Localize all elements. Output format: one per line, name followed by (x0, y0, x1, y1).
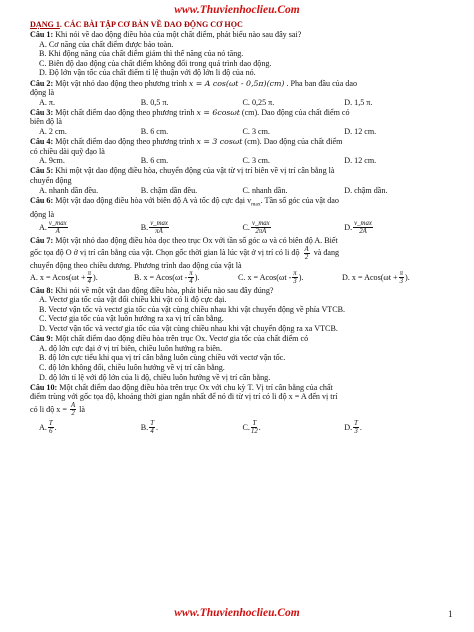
q8-option-b: B. Vectơ vận tốc và vectơ gia tốc của vật cùng chiều nhau khi vật chuyển động về phía VTCB. (39, 304, 346, 314)
question-3 (30, 108, 446, 118)
q2-formula: x = A cos(ωt - 0,5π)(cm) (188, 78, 285, 88)
q3-option-b: B. 6 cm. (140, 127, 169, 137)
q10-a-den: 6 (49, 427, 53, 435)
q4-option-d: D. 12 cm. (344, 156, 377, 166)
q6-option-c (243, 220, 345, 235)
q1-option-b: B. Khi động năng của chất điểm giảm thì thế năng của nó tăng. (39, 49, 244, 59)
q3-formula: x = 6cosωt (196, 107, 240, 117)
question-1 (30, 30, 446, 40)
q7-b-text: B. x = Acos(ωt - (134, 272, 188, 282)
q7-f-num: A (304, 245, 309, 253)
q4-text2: (cm). Dao động của chất điểm (244, 137, 343, 147)
q9-option-c: C. độ lớn không đổi, chiều luôn hướng về vị trí cân bằng. (39, 362, 225, 372)
q6-c-num: v_max (251, 220, 270, 228)
q7-b-den: 4 (189, 278, 193, 286)
q9-option-b: B. độ lớn cực tiểu khi qua vị trí cân bằng luôn cùng chiều với vectơ vận tốc. (39, 353, 286, 363)
q6-b-prefix: B. (140, 223, 149, 233)
q6-c-prefix: C. (242, 223, 250, 233)
page-number: 1 (448, 609, 453, 619)
q6-b-fraction (149, 220, 169, 235)
q7-c-den: 3 (293, 278, 297, 286)
q4-options (30, 156, 446, 166)
q6-c-den: 2πA (255, 228, 267, 236)
question-4 (30, 137, 446, 147)
q10-label: Câu 10: (30, 382, 58, 392)
q1-text: Khi nói về dao động điều hòa của một chất điểm, phát biểu nào sau đây sai? (55, 30, 302, 40)
q10-c-end: . (258, 422, 261, 432)
q6-a-prefix: A. (39, 223, 47, 233)
q6-text2: . Tần số góc của vật dao (260, 195, 339, 205)
q3-text3: biên độ là (30, 117, 62, 127)
q6-b-den: πA (155, 228, 163, 236)
q7-d-text: D. x = Acos(ωt + (342, 272, 398, 282)
q4-text3: có chiều dài quỹ đạo là (30, 146, 105, 156)
q10-line3 (30, 402, 446, 417)
q10-fraction (70, 402, 76, 417)
q10-line3a: có li độ x = (30, 404, 67, 414)
q3-option-a: A. 2 cm. (39, 127, 67, 137)
q4-formula: x = 3 cosωt (196, 137, 243, 147)
q5-options (30, 186, 446, 196)
q6-b-num: v_max (150, 220, 168, 228)
q4-option-a: A. 9cm. (39, 156, 65, 166)
q7-line2b: và đang (313, 248, 340, 258)
q4-text: Một chất điểm dao động theo phương trình (55, 137, 195, 147)
q7-d-den: 3 (399, 278, 404, 286)
q7-text: Một vật nhỏ dao động điều hòa dọc theo trục Ox với tần số góc ω và có biên độ A. Biết (55, 235, 338, 245)
q7-f-den: 2 (304, 253, 309, 261)
q10-a-prefix: A. (39, 422, 47, 432)
q10-c-num: T (252, 419, 257, 427)
q2-option-c: C. 0,25 π. (242, 97, 275, 107)
q10-c-fraction (251, 420, 258, 435)
question-9 (30, 334, 446, 344)
q5-option-a: A. nhanh dần đều. (39, 185, 99, 195)
q2-text: Một vật nhỏ dao động theo phương trình (55, 78, 187, 88)
q7-b-fraction (188, 270, 193, 285)
q5-option-b: B. chậm dần đều. (140, 185, 198, 195)
q10-d-end: . (359, 422, 362, 432)
q7-d-fraction (399, 270, 404, 285)
q10-b-den: 4 (150, 427, 154, 435)
q7-b-num: π (189, 270, 193, 278)
q7-a-den: 4 (87, 278, 92, 286)
q1-label: Câu 1: (30, 30, 54, 40)
q5-text: Khi một vật dao động điều hòa, chuyển động của vật từ vị trí biên về vị trí cân bằng là (55, 166, 335, 176)
q6-d-num: v_max (354, 220, 372, 228)
section-title (30, 20, 446, 30)
q3-text: Một chất điểm dao động theo phương trình (55, 107, 195, 117)
section-text: . CÁC BÀI TẬP CƠ BẢN VỀ DAO ĐỘNG CƠ HỌC (59, 20, 243, 29)
q7-option-a (30, 270, 134, 285)
q3-option-d: D. 12 cm. (344, 127, 377, 137)
q2-option-d: D. 1,5 π. (344, 97, 373, 107)
q7-c-text: C. x = Acos(ωt - (238, 272, 292, 282)
question-2 (30, 79, 446, 89)
q7-line3: chuyển động theo chiều dương. Phương trình dao động của vật là (30, 260, 242, 270)
q10-option-a (39, 420, 141, 435)
q10-a-end: . (54, 422, 57, 432)
q5-option-c: C. nhanh dần. (242, 185, 288, 195)
q2-option-a: A. π. (39, 97, 56, 107)
q7-c-num: π (293, 270, 297, 278)
q7-d-close: ). (405, 272, 410, 282)
q6-a-den: A (55, 228, 60, 236)
q6-d-fraction (353, 220, 373, 235)
q6-label: Câu 6: (30, 195, 54, 205)
q10-d-den: 3 (354, 427, 358, 435)
q9-label: Câu 9: (30, 334, 54, 344)
q10-a-num: T (48, 419, 53, 427)
q10-c-den: 12 (250, 427, 258, 435)
q10-line3b: là (79, 404, 85, 414)
q7-d-num: π (399, 270, 404, 278)
q10-b-fraction (149, 420, 155, 435)
q7-options (30, 270, 446, 285)
q10-line2: điểm trùng với gốc tọa độ, khoảng thời gian ngắn nhất để nó đi từ vị trí có li độ x = A đến vị trí (30, 392, 338, 402)
q7-fraction (304, 246, 310, 261)
q6-option-d (344, 220, 446, 235)
q3-text2: (cm). Dao động của chất điểm có (241, 107, 350, 117)
q7-line2 (30, 246, 446, 261)
q2-option-b: B. 0,5 π. (140, 97, 169, 107)
q1-option-a: A. Cơ năng của chất điểm được bảo toàn. (39, 39, 174, 49)
q5-option-d: D. chậm dần. (344, 185, 388, 195)
q7-a-fraction (87, 270, 92, 285)
q7-option-d (342, 270, 446, 285)
question-10 (30, 383, 446, 393)
q7-option-c (238, 270, 342, 285)
q7-a-close: ). (93, 272, 98, 282)
header-site[interactable]: www.Thuvienhoclieu.Com (174, 4, 300, 16)
q9-option-d: D. độ lớn tỉ lệ với độ lớn của li độ, chiều luôn hướng về vị trí cân bằng. (39, 372, 271, 382)
q8-option-d: D. Vectơ vận tốc và vectơ gia tốc của vật cùng chiều nhau khi vật chuyển động ra xa VTCB. (39, 324, 338, 334)
q6-option-a (39, 220, 141, 235)
q10-option-c (243, 420, 345, 435)
q10-f-den: 2 (71, 409, 75, 417)
q6-option-b (141, 220, 243, 235)
question-8 (30, 286, 446, 296)
q3-option-c: C. 3 cm. (242, 127, 270, 137)
q8-text: Khi nói về một vật dao động điều hòa, phát biểu nào sau đây đúng? (55, 285, 274, 295)
q6-d-prefix: D. (344, 223, 353, 233)
q10-b-prefix: B. (140, 422, 149, 432)
q10-d-prefix: D. (344, 422, 353, 432)
q2-options (30, 98, 446, 108)
footer-site[interactable]: www.Thuvienhoclieu.Com (174, 607, 300, 619)
q10-text: Một chất điểm dao động điều hòa trên trục Ox với chu kỳ T. Vị trí cân bằng của chất (59, 382, 333, 392)
q5-text3: chuyển động (30, 176, 72, 185)
q8-label: Câu 8: (30, 285, 54, 295)
q6-c-fraction (251, 220, 271, 235)
q7-c-fraction (292, 270, 297, 285)
q8-option-a: A. Vectơ gia tốc của vật đổi chiều khi vật có li độ cực đại. (39, 295, 227, 305)
q1-option-c: C. Biên độ dao động của chất điểm không đổi trong quá trình dao động. (39, 58, 272, 68)
q6-d-den: 2A (359, 228, 367, 236)
q2-label: Câu 2: (30, 78, 54, 88)
q7-c-close: ). (298, 272, 304, 282)
question-7 (30, 236, 446, 246)
q6-a-fraction (48, 220, 68, 235)
q10-b-num: T (150, 419, 154, 427)
q9-option-a: A. độ lớn cực đại ở vị trí biên, chiều luôn hướng ra biên. (39, 343, 222, 353)
q7-line2a: gốc tọa độ O ở vị trí cân bằng của vật. Chọn gốc thời gian là lúc vật ở vị trí có li độ (30, 248, 300, 258)
question-5 (30, 166, 446, 176)
q10-options (30, 420, 446, 435)
q7-label: Câu 7: (30, 235, 54, 245)
q4-option-c: C. 3 cm. (242, 156, 270, 166)
q7-option-b (134, 270, 238, 285)
q2-text2: . Pha ban đầu của dao (286, 78, 358, 88)
q3-options (30, 127, 446, 137)
q5-label: Câu 5: (30, 166, 54, 176)
q10-option-d (344, 420, 446, 435)
q4-label: Câu 4: (30, 137, 54, 147)
q8-option-c: C. Vectơ gia tốc của vật luôn hướng ra xa vị trí cân bằng. (39, 314, 224, 324)
q10-d-num: T (354, 419, 358, 427)
q6-text: Một vật dao động điều hòa với biên độ A và tốc độ cực đại v (55, 195, 252, 205)
q10-c-prefix: C. (242, 422, 250, 432)
q2-text3: động là (30, 88, 55, 98)
q4-option-b: B. 6 cm. (140, 156, 169, 166)
q7-a-num: π (87, 270, 92, 278)
q6-options (30, 220, 446, 235)
q1-option-d: D. Độ lớn vận tốc của chất điểm tỉ lệ thuận với độ lớn li độ của nó. (39, 68, 256, 78)
q10-b-end: . (155, 422, 158, 432)
q7-b-close: ). (194, 272, 200, 282)
q7-a-text: A. x = Acos(ωt + (30, 272, 86, 282)
question-6 (30, 196, 446, 210)
q6-text3: động là (30, 209, 55, 219)
q10-f-num: A (70, 401, 76, 409)
q9-text: Một chất điểm dao động điều hòa trên trục Ox. Vectơ gia tốc của chất điểm có (55, 334, 309, 344)
exercise-content (30, 20, 446, 435)
q6-a-num: v_max (48, 220, 67, 228)
q10-d-fraction (353, 420, 359, 435)
q10-a-fraction (48, 420, 54, 435)
section-prefix: DẠNG 1 (30, 20, 60, 29)
q6-sub: max (251, 201, 261, 208)
q3-label: Câu 3: (30, 107, 54, 117)
q10-option-b (141, 420, 243, 435)
